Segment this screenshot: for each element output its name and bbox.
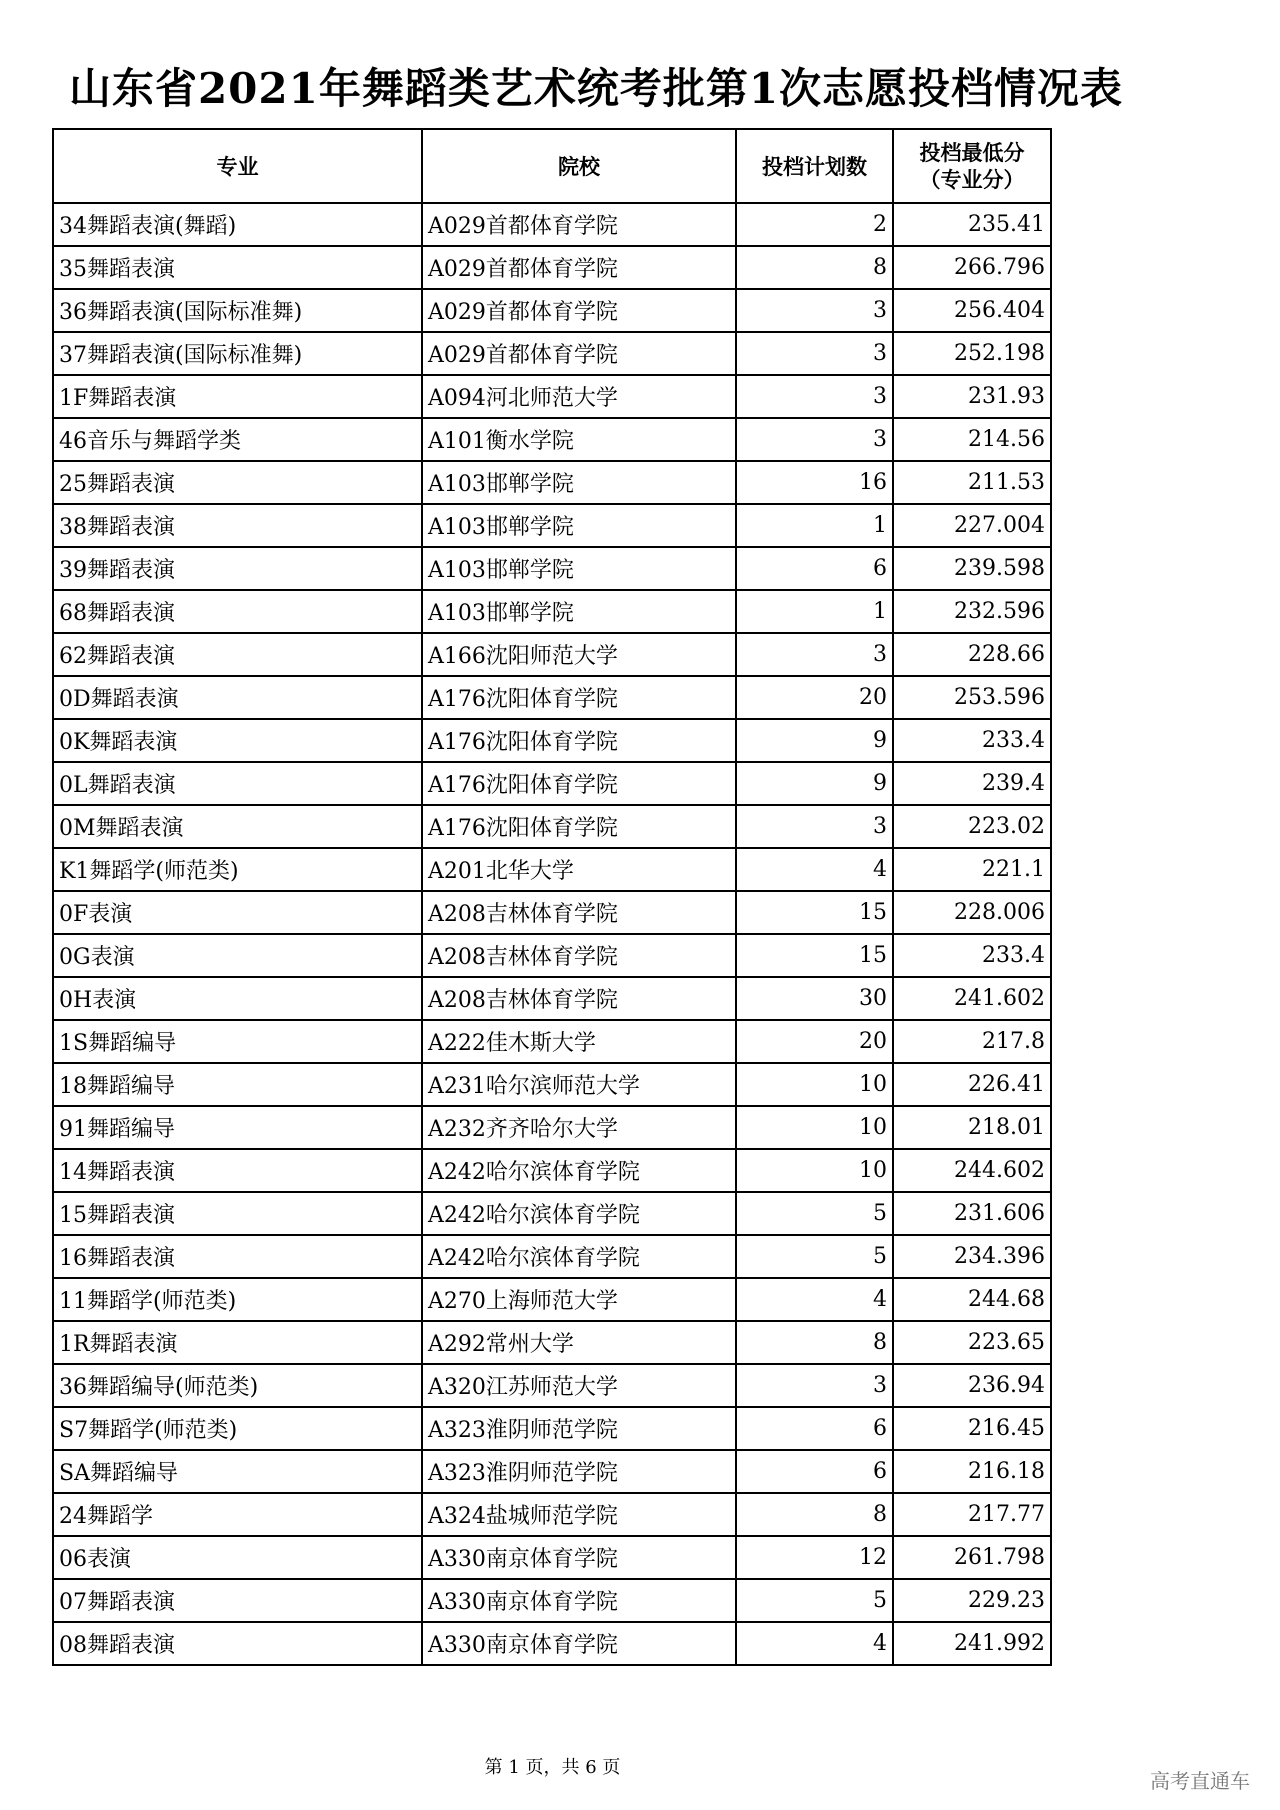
cell-school: A292常州大学	[422, 1321, 736, 1364]
cell-major: K1舞蹈学(师范类)	[53, 848, 422, 891]
table-row	[53, 504, 1051, 547]
cell-plan: 10	[736, 1063, 893, 1106]
cell-major: 1R舞蹈表演	[53, 1321, 422, 1364]
cell-score: 217.8	[893, 1020, 1051, 1063]
table-row	[53, 1063, 1051, 1106]
cell-plan: 3	[736, 332, 893, 375]
cell-major: 18舞蹈编导	[53, 1063, 422, 1106]
table-row	[53, 590, 1051, 633]
table-row	[53, 891, 1051, 934]
cell-school: A166沈阳师范大学	[422, 633, 736, 676]
cell-score: 233.4	[893, 719, 1051, 762]
cell-school: A029首都体育学院	[422, 246, 736, 289]
table-row	[53, 375, 1051, 418]
table-row	[53, 1493, 1051, 1536]
cell-plan: 30	[736, 977, 893, 1020]
table-row	[53, 1235, 1051, 1278]
page-footer: 第 1 页，共 6 页	[484, 1757, 621, 1778]
cell-plan: 8	[736, 1321, 893, 1364]
table-row	[53, 1407, 1051, 1450]
cell-score: 261.798	[893, 1536, 1051, 1579]
cell-school: A242哈尔滨体育学院	[422, 1235, 736, 1278]
table-row	[53, 1579, 1051, 1622]
cell-plan: 3	[736, 289, 893, 332]
cell-plan: 9	[736, 762, 893, 805]
cell-school: A208吉林体育学院	[422, 891, 736, 934]
cell-major: 0F表演	[53, 891, 422, 934]
cell-school: A231哈尔滨师范大学	[422, 1063, 736, 1106]
table-row	[53, 1192, 1051, 1235]
cell-score: 226.41	[893, 1063, 1051, 1106]
table-row	[53, 676, 1051, 719]
cell-school: A176沈阳体育学院	[422, 676, 736, 719]
cell-major: 06表演	[53, 1536, 422, 1579]
cell-school: A222佳木斯大学	[422, 1020, 736, 1063]
cell-school: A242哈尔滨体育学院	[422, 1149, 736, 1192]
cell-score: 239.4	[893, 762, 1051, 805]
cell-major: 91舞蹈编导	[53, 1106, 422, 1149]
cell-school: A324盐城师范学院	[422, 1493, 736, 1536]
cell-school: A330南京体育学院	[422, 1579, 736, 1622]
table-row	[53, 848, 1051, 891]
cell-plan: 12	[736, 1536, 893, 1579]
cell-major: 0H表演	[53, 977, 422, 1020]
table-row	[53, 1622, 1051, 1665]
cell-score: 223.65	[893, 1321, 1051, 1364]
table-row	[53, 805, 1051, 848]
cell-score: 216.45	[893, 1407, 1051, 1450]
cell-score: 241.992	[893, 1622, 1051, 1665]
table-row	[53, 719, 1051, 762]
table-row	[53, 633, 1051, 676]
cell-score: 252.198	[893, 332, 1051, 375]
cell-major: 0G表演	[53, 934, 422, 977]
header-score-line1: 投档最低分	[919, 140, 1025, 165]
cell-score: 216.18	[893, 1450, 1051, 1493]
cell-plan: 4	[736, 848, 893, 891]
cell-plan: 5	[736, 1579, 893, 1622]
cell-score: 232.596	[893, 590, 1051, 633]
table-row	[53, 332, 1051, 375]
cell-score: 211.53	[893, 461, 1051, 504]
cell-plan: 20	[736, 1020, 893, 1063]
cell-plan: 15	[736, 934, 893, 977]
cell-major: 62舞蹈表演	[53, 633, 422, 676]
cell-school: A176沈阳体育学院	[422, 719, 736, 762]
cell-major: 68舞蹈表演	[53, 590, 422, 633]
cell-school: A176沈阳体育学院	[422, 762, 736, 805]
cell-school: A029首都体育学院	[422, 203, 736, 246]
cell-plan: 16	[736, 461, 893, 504]
cell-school: A094河北师范大学	[422, 375, 736, 418]
table-row	[53, 1149, 1051, 1192]
cell-major: 15舞蹈表演	[53, 1192, 422, 1235]
cell-plan: 6	[736, 1407, 893, 1450]
cell-school: A103邯郸学院	[422, 547, 736, 590]
cell-plan: 5	[736, 1235, 893, 1278]
cell-score: 244.602	[893, 1149, 1051, 1192]
cell-major: 34舞蹈表演(舞蹈)	[53, 203, 422, 246]
table-row	[53, 1278, 1051, 1321]
cell-plan: 6	[736, 1450, 893, 1493]
cell-school: A103邯郸学院	[422, 504, 736, 547]
cell-score: 227.004	[893, 504, 1051, 547]
cell-plan: 10	[736, 1149, 893, 1192]
cell-score: 266.796	[893, 246, 1051, 289]
cell-major: 36舞蹈编导(师范类)	[53, 1364, 422, 1407]
cell-school: A101衡水学院	[422, 418, 736, 461]
cell-plan: 10	[736, 1106, 893, 1149]
cell-major: 16舞蹈表演	[53, 1235, 422, 1278]
cell-score: 241.602	[893, 977, 1051, 1020]
cell-school: A201北华大学	[422, 848, 736, 891]
document-title: 山东省2021年舞蹈类艺术统考批第1次志愿投档情况表	[68, 64, 1124, 113]
cell-school: A208吉林体育学院	[422, 977, 736, 1020]
cell-major: 11舞蹈学(师范类)	[53, 1278, 422, 1321]
cell-major: 37舞蹈表演(国际标准舞)	[53, 332, 422, 375]
table-row	[53, 1364, 1051, 1407]
table-row	[53, 1450, 1051, 1493]
table-row	[53, 418, 1051, 461]
table-row	[53, 547, 1051, 590]
cell-plan: 15	[736, 891, 893, 934]
cell-major: 07舞蹈表演	[53, 1579, 422, 1622]
cell-school: A330南京体育学院	[422, 1622, 736, 1665]
cell-major: S7舞蹈学(师范类)	[53, 1407, 422, 1450]
header-major: 专业	[53, 129, 422, 203]
table-row	[53, 203, 1051, 246]
cell-plan: 8	[736, 1493, 893, 1536]
table-row	[53, 461, 1051, 504]
cell-major: 1F舞蹈表演	[53, 375, 422, 418]
cell-plan: 9	[736, 719, 893, 762]
cell-score: 233.4	[893, 934, 1051, 977]
table-row	[53, 246, 1051, 289]
cell-school: A208吉林体育学院	[422, 934, 736, 977]
cell-major: 1S舞蹈编导	[53, 1020, 422, 1063]
cell-major: 39舞蹈表演	[53, 547, 422, 590]
header-score	[893, 129, 1051, 203]
cell-school: A103邯郸学院	[422, 590, 736, 633]
cell-score: 253.596	[893, 676, 1051, 719]
cell-score: 234.396	[893, 1235, 1051, 1278]
table-row	[53, 1321, 1051, 1364]
table-row	[53, 289, 1051, 332]
cell-school: A323淮阴师范学院	[422, 1407, 736, 1450]
cell-major: 08舞蹈表演	[53, 1622, 422, 1665]
cell-school: A029首都体育学院	[422, 332, 736, 375]
cell-plan: 1	[736, 504, 893, 547]
cell-score: 217.77	[893, 1493, 1051, 1536]
table-row	[53, 1536, 1051, 1579]
cell-score: 228.66	[893, 633, 1051, 676]
cell-plan: 3	[736, 375, 893, 418]
cell-plan: 20	[736, 676, 893, 719]
cell-major: 24舞蹈学	[53, 1493, 422, 1536]
cell-major: 0M舞蹈表演	[53, 805, 422, 848]
table-row	[53, 1020, 1051, 1063]
cell-score: 223.02	[893, 805, 1051, 848]
cell-school: A323淮阴师范学院	[422, 1450, 736, 1493]
cell-score: 214.56	[893, 418, 1051, 461]
table-row	[53, 762, 1051, 805]
cell-major: 25舞蹈表演	[53, 461, 422, 504]
cell-score: 244.68	[893, 1278, 1051, 1321]
cell-score: 221.1	[893, 848, 1051, 891]
cell-school: A232齐齐哈尔大学	[422, 1106, 736, 1149]
cell-major: SA舞蹈编导	[53, 1450, 422, 1493]
cell-score: 218.01	[893, 1106, 1051, 1149]
cell-major: 0K舞蹈表演	[53, 719, 422, 762]
cell-school: A330南京体育学院	[422, 1536, 736, 1579]
cell-major: 0L舞蹈表演	[53, 762, 422, 805]
table-row	[53, 934, 1051, 977]
cell-school: A242哈尔滨体育学院	[422, 1192, 736, 1235]
table-header-row	[53, 129, 1051, 203]
cell-plan: 8	[736, 246, 893, 289]
table-row	[53, 1106, 1051, 1149]
cell-score: 231.93	[893, 375, 1051, 418]
cell-plan: 1	[736, 590, 893, 633]
cell-plan: 3	[736, 418, 893, 461]
cell-plan: 6	[736, 547, 893, 590]
cell-plan: 2	[736, 203, 893, 246]
cell-plan: 4	[736, 1278, 893, 1321]
cell-school: A176沈阳体育学院	[422, 805, 736, 848]
admission-table	[52, 128, 1052, 1666]
table-row	[53, 977, 1051, 1020]
cell-major: 36舞蹈表演(国际标准舞)	[53, 289, 422, 332]
cell-score: 256.404	[893, 289, 1051, 332]
cell-major: 35舞蹈表演	[53, 246, 422, 289]
cell-major: 14舞蹈表演	[53, 1149, 422, 1192]
cell-plan: 3	[736, 1364, 893, 1407]
cell-plan: 5	[736, 1192, 893, 1235]
cell-score: 236.94	[893, 1364, 1051, 1407]
cell-school: A103邯郸学院	[422, 461, 736, 504]
cell-score: 239.598	[893, 547, 1051, 590]
cell-school: A029首都体育学院	[422, 289, 736, 332]
cell-major: 38舞蹈表演	[53, 504, 422, 547]
cell-school: A270上海师范大学	[422, 1278, 736, 1321]
cell-school: A320江苏师范大学	[422, 1364, 736, 1407]
header-school: 院校	[422, 129, 736, 203]
header-plan: 投档计划数	[736, 129, 893, 203]
cell-major: 0D舞蹈表演	[53, 676, 422, 719]
cell-plan: 3	[736, 633, 893, 676]
cell-plan: 4	[736, 1622, 893, 1665]
header-score-line2: （专业分）	[919, 167, 1025, 192]
cell-major: 46音乐与舞蹈学类	[53, 418, 422, 461]
cell-score: 228.006	[893, 891, 1051, 934]
cell-plan: 3	[736, 805, 893, 848]
cell-score: 231.606	[893, 1192, 1051, 1235]
cell-score: 235.41	[893, 203, 1051, 246]
cell-score: 229.23	[893, 1579, 1051, 1622]
watermark: 高考直通车	[1150, 1769, 1250, 1793]
